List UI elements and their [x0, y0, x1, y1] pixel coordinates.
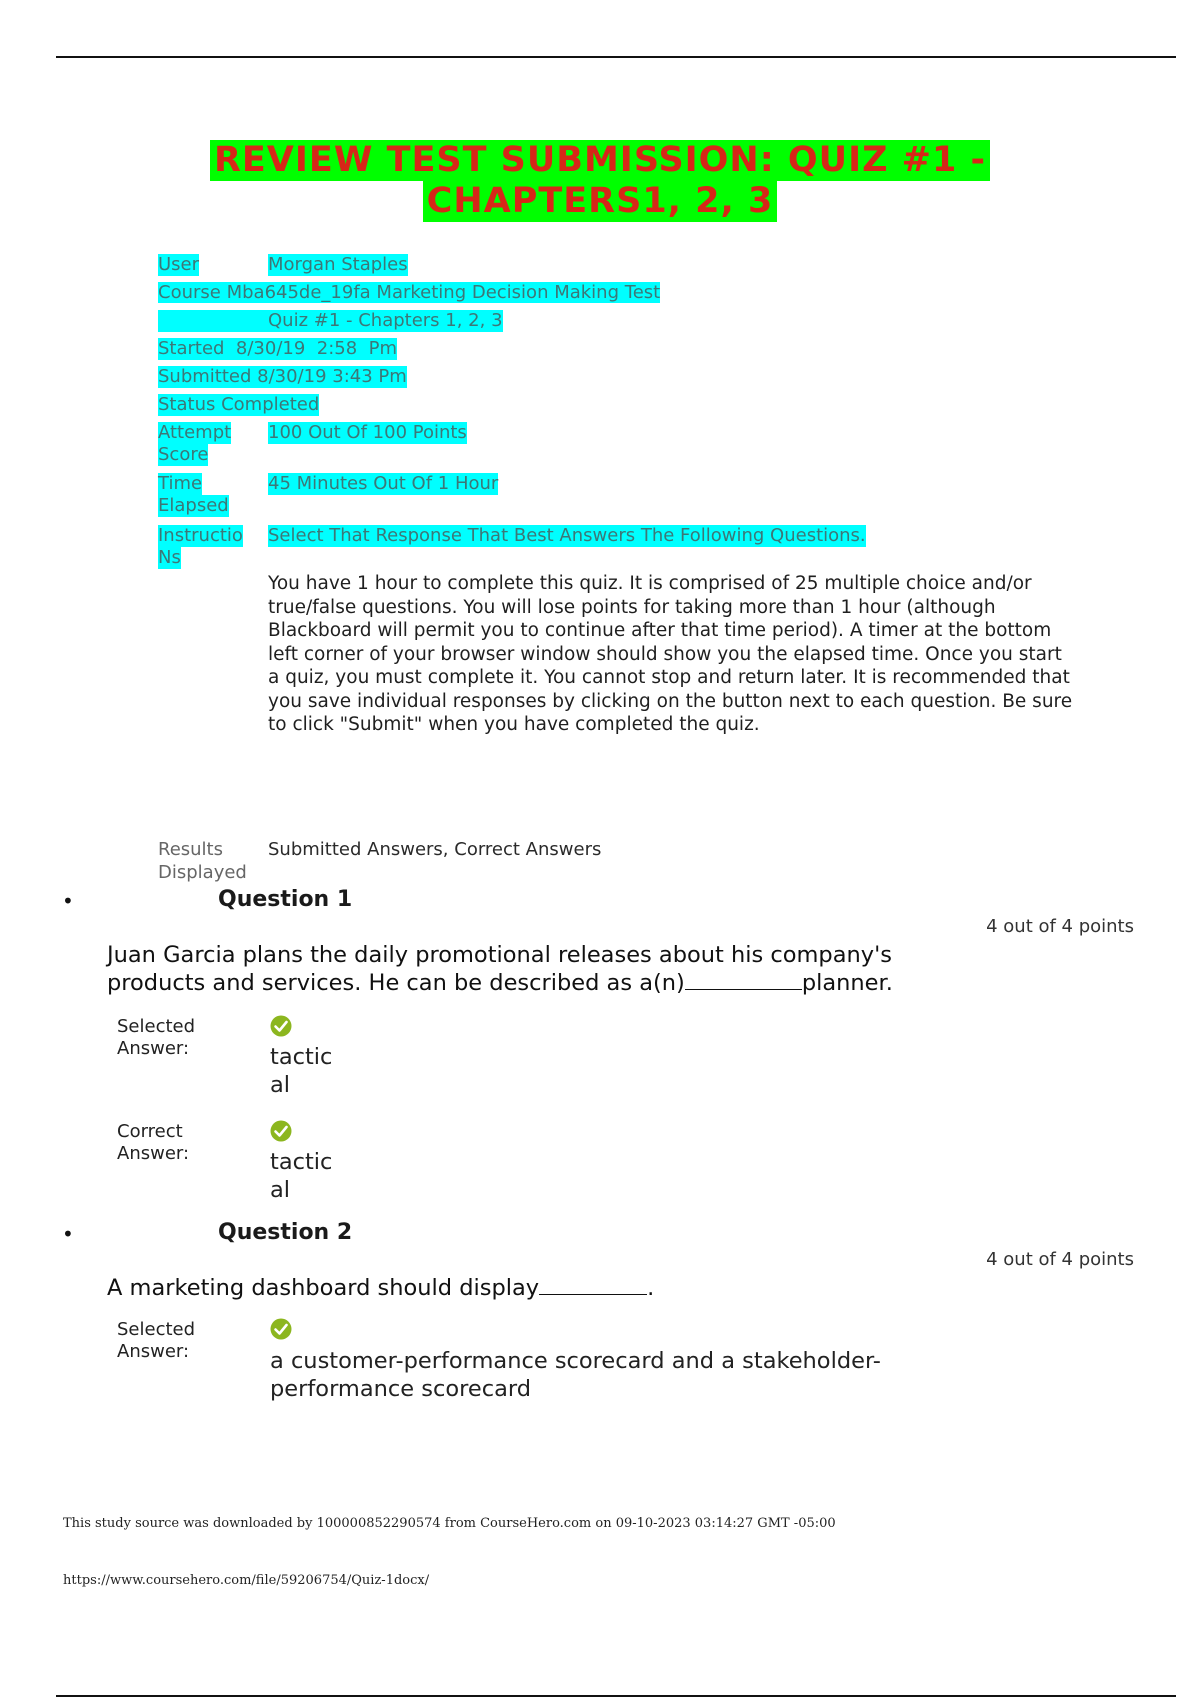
- status-line: Status Completed: [158, 394, 320, 415]
- title-line-1: REVIEW TEST SUBMISSION: QUIZ #1 -: [210, 140, 990, 181]
- course-value: Mba645de_19fa Marketing Decision Making: [226, 282, 620, 303]
- q1-correct-line-1: tactic: [270, 1149, 333, 1175]
- q1-selected-line-2: al: [270, 1072, 291, 1098]
- top-rule: [56, 56, 1176, 58]
- question-1-text-after: planner.: [801, 970, 893, 996]
- question-1-bullet: •: [62, 889, 74, 913]
- q2-selected-label-2: Answer:: [117, 1341, 190, 1362]
- instructions-paragraph: You have 1 hour to complete this quiz. It is comprised of 25 multiple choice and/or true/false questions. You will lose points for taking more than 1 hour (although Blackboard will permit you to continue after that time period). A timer at the bottom left corner of your browser window should show you the elapsed time. Once you start a quiz, you must complete it. You cannot stop and return later. It is recommended that you save individual responses by clicking on the button next to each question. Be sure to click "Submit" when you have completed the quiz.: [268, 573, 1073, 735]
- question-1-text-line-1: Juan Garcia plans the daily promotional releases about his company's: [107, 942, 892, 968]
- question-2-text-before: A marketing dashboard should display: [107, 1275, 540, 1301]
- started-line: Started 8/30/19 2:58 Pm: [158, 338, 398, 359]
- attempt-label-2: Score: [158, 444, 209, 465]
- title-line-2: CHAPTERS1, 2, 3: [423, 181, 778, 222]
- question-2-text: [107, 1274, 654, 1302]
- check-icon: [270, 1318, 292, 1340]
- q1-selected-answer-value: [270, 1043, 332, 1099]
- q1-correct-label-1: Correct: [117, 1121, 183, 1142]
- question-2-title: Question 2: [218, 1220, 353, 1245]
- q1-selected-answer-label: [117, 1016, 237, 1060]
- course-line: [158, 282, 660, 303]
- q1-correct-line-2: al: [270, 1177, 291, 1203]
- question-2-text-after: .: [647, 1275, 655, 1301]
- time-value: 45 Minutes Out Of 1 Hour: [268, 473, 499, 494]
- q2-selected-label-1: Selected: [117, 1319, 196, 1340]
- results-value: Submitted Answers, Correct Answers: [268, 839, 602, 860]
- q2-selected-answer-value: [270, 1347, 881, 1403]
- attempt-label-1: Attempt: [158, 422, 232, 443]
- instructions-value: Select That Response That Best Answers The Following Questions.: [268, 525, 866, 546]
- question-1-text: [107, 941, 893, 997]
- time-label-2: Elapsed: [158, 495, 229, 516]
- test-value: Quiz #1 - Chapters 1, 2, 3: [268, 310, 503, 331]
- q2-selected-answer-label: [117, 1319, 237, 1363]
- q1-correct-answer-label: [117, 1121, 237, 1165]
- question-2-points: 4 out of 4 points: [986, 1249, 1134, 1270]
- test-label: Test: [624, 282, 661, 303]
- download-source-note: This study source was downloaded by 100000852290574 from CourseHero.com on 09-10-2023 03:14:27 GMT -05:00: [63, 1516, 836, 1531]
- q1-correct-label-2: Answer:: [117, 1143, 190, 1164]
- question-1-blank: [685, 988, 802, 990]
- instructions-label-1: Instructio: [158, 525, 243, 546]
- question-2-blank: [539, 1293, 647, 1295]
- question-1-text-line-2: [107, 969, 893, 997]
- question-1-text-before: products and services. He can be described as a(n): [107, 970, 685, 996]
- course-label: Course: [158, 282, 221, 303]
- test-spacer: [158, 310, 268, 332]
- page-title: [0, 140, 1200, 222]
- question-1-points: 4 out of 4 points: [986, 916, 1134, 937]
- instructions-label-2: Ns: [158, 547, 181, 568]
- q2-selected-line-1: a customer-performance scorecard and a stakeholder-: [270, 1348, 881, 1374]
- q2-selected-line-2: performance scorecard: [270, 1376, 532, 1402]
- check-icon: [270, 1120, 292, 1142]
- results-label: Results Displayed: [158, 839, 247, 883]
- question-2-bullet: •: [62, 1222, 74, 1246]
- user-label: User: [158, 254, 200, 275]
- q1-selected-label-2: Answer:: [117, 1038, 190, 1059]
- q1-selected-line-1: tactic: [270, 1044, 333, 1070]
- time-label-1: Time: [158, 473, 203, 494]
- q1-selected-label-1: Selected: [117, 1016, 196, 1037]
- user-value: Morgan Staples: [268, 254, 408, 275]
- question-1-title: Question 1: [218, 887, 353, 912]
- bottom-rule: [56, 1695, 1176, 1697]
- check-icon: [270, 1015, 292, 1037]
- submitted-line: Submitted 8/30/19 3:43 Pm: [158, 366, 407, 387]
- q1-correct-answer-value: [270, 1148, 332, 1204]
- source-url[interactable]: https://www.coursehero.com/file/59206754/Quiz-1docx/: [63, 1573, 430, 1588]
- attempt-value: 100 Out Of 100 Points: [268, 422, 467, 443]
- meta-course-row: [158, 282, 660, 304]
